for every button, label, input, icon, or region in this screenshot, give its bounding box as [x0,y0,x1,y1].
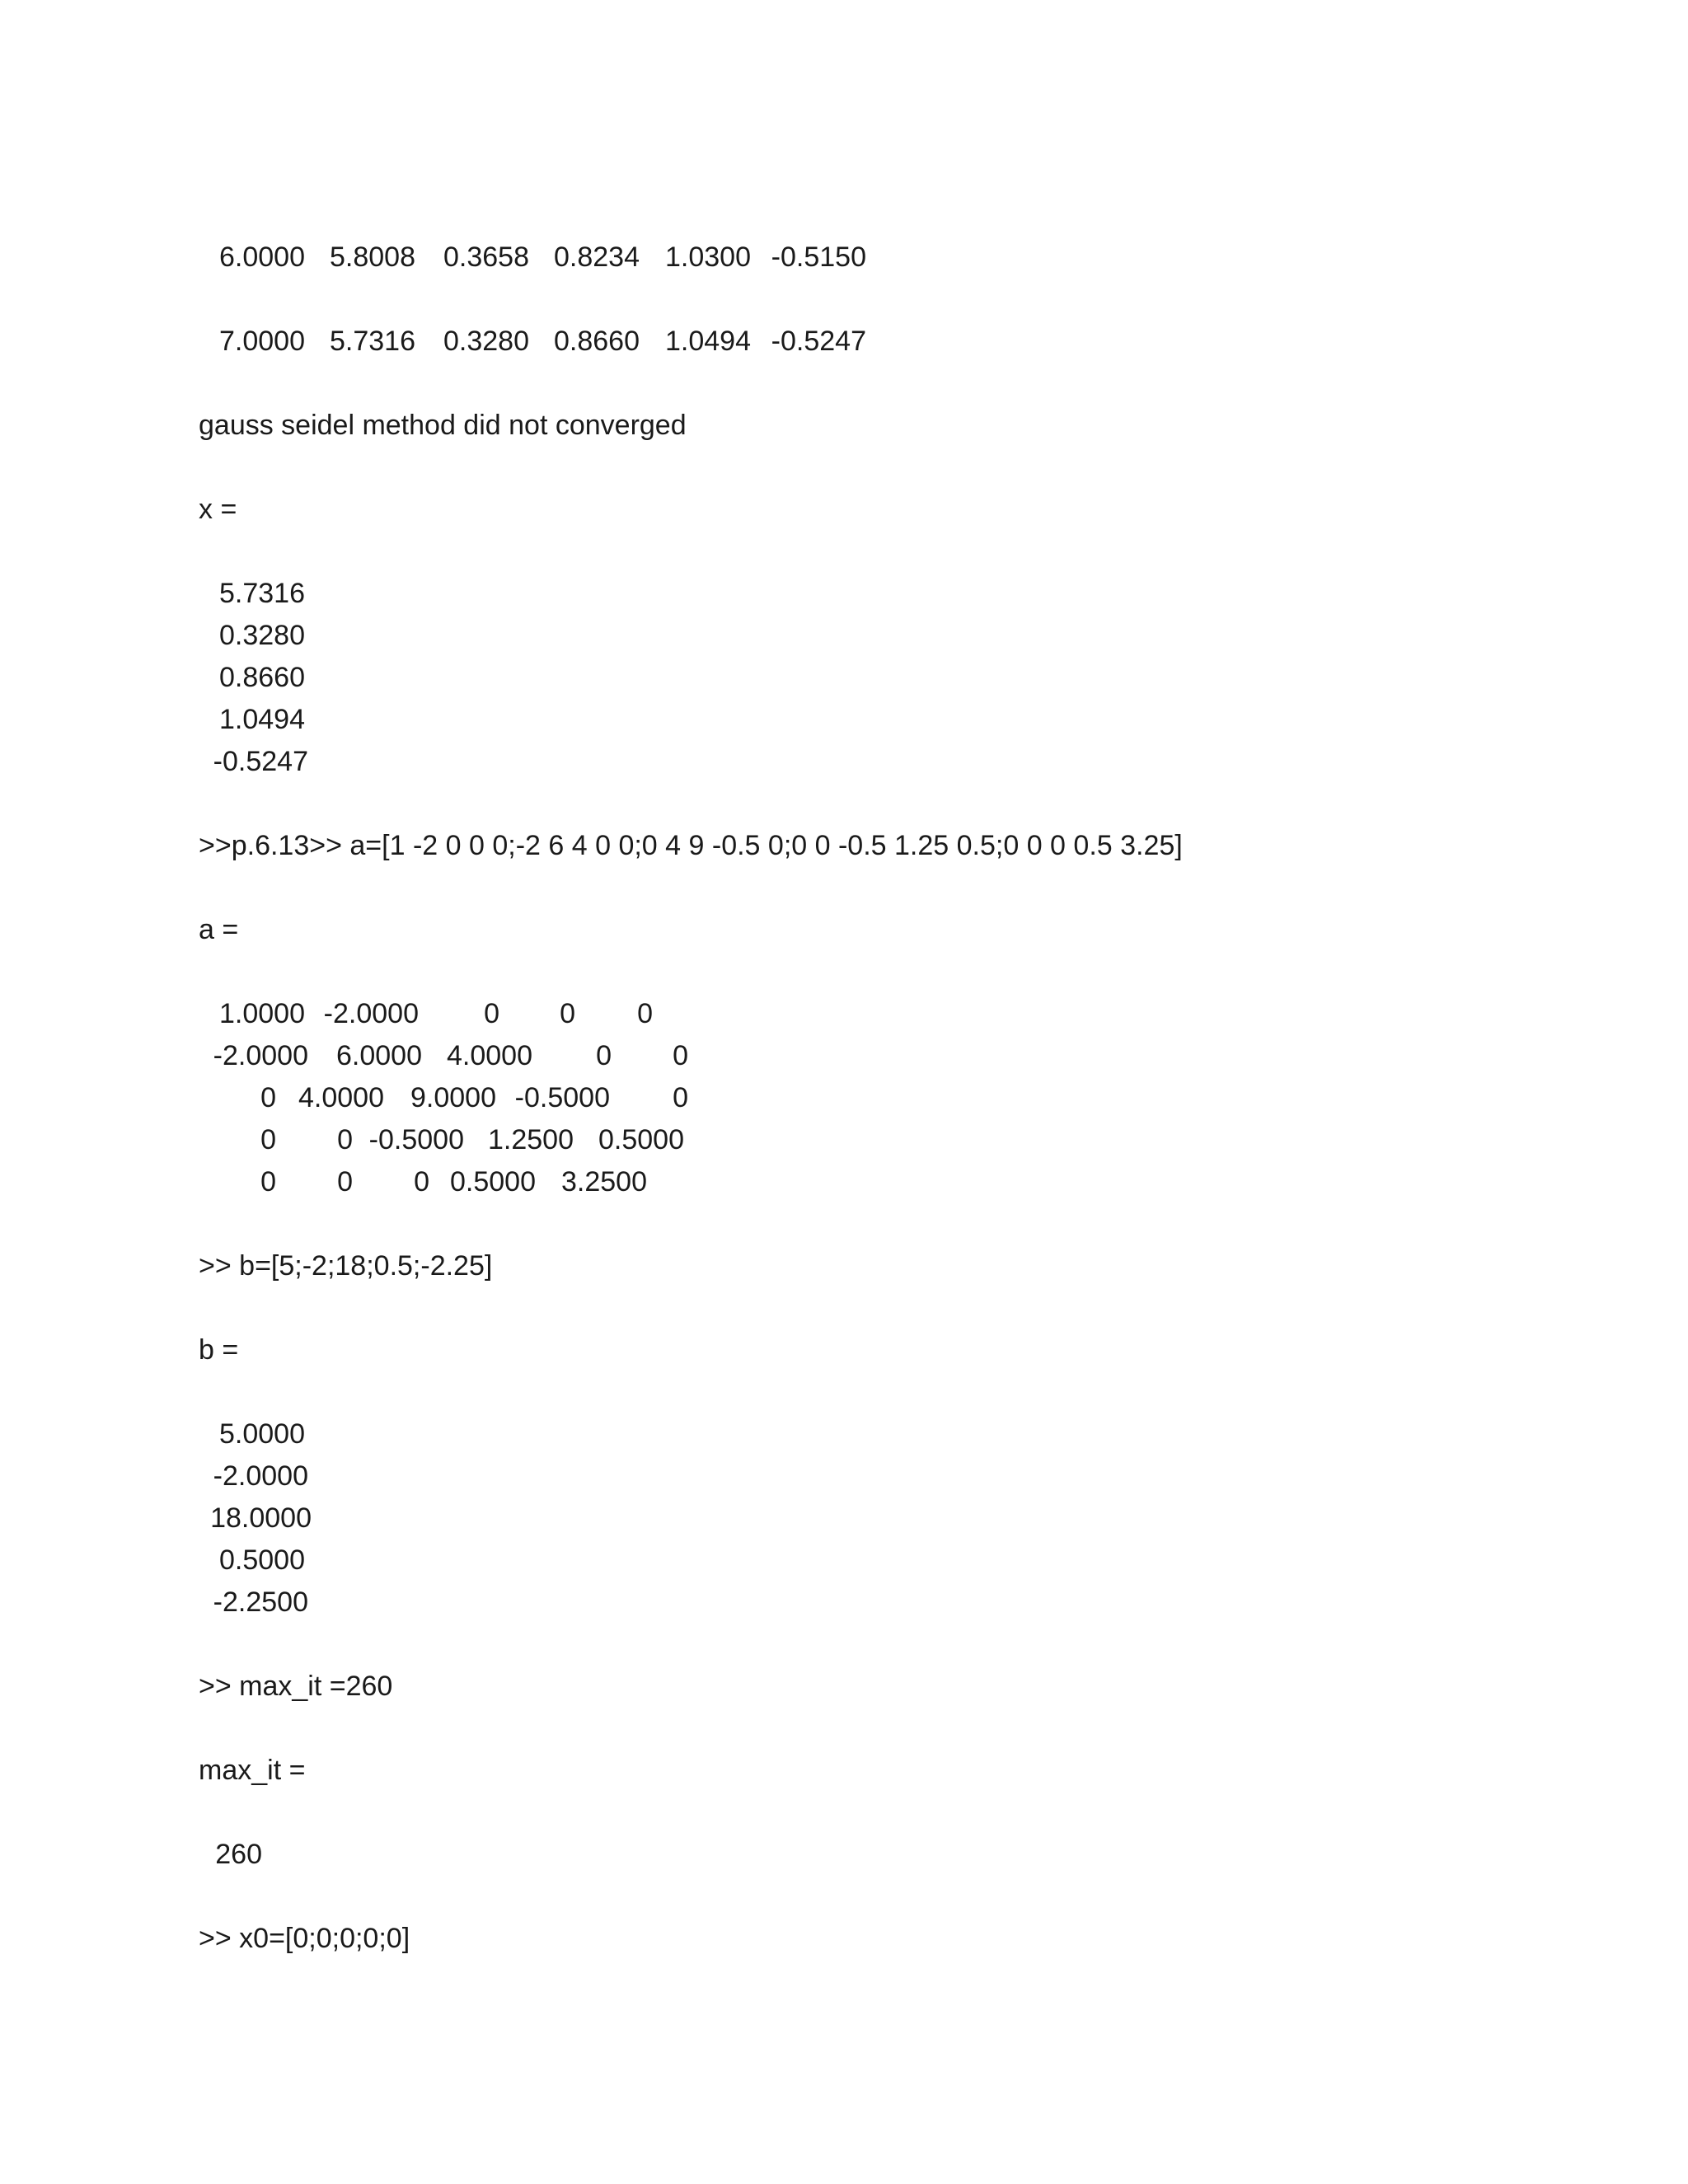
x-value: 1.0494 [219,704,305,735]
x-value: 5.7316 [219,578,305,609]
a-cell: 0.5000 [598,1124,684,1155]
iter-cell: -0.5247 [771,326,866,357]
a-cell: 0 [560,998,575,1029]
x-value-row [0,703,1688,736]
b-value: 0.5000 [219,1544,305,1576]
x-value-row [0,745,1688,778]
a-cell: -2.0000 [323,998,419,1029]
a-cell: 0 [414,1166,429,1197]
a-cell: 6.0000 [336,1040,422,1071]
a-cell: 0 [673,1040,688,1071]
b-value: -2.2500 [213,1586,308,1618]
x-value: 0.3280 [219,620,305,651]
b-value-row [0,1502,1688,1535]
iter-cell: 5.8008 [330,241,415,273]
a-label: a = [199,914,239,945]
b-value-row [0,1586,1688,1619]
a-cell: 3.2500 [561,1166,647,1197]
x-value-row [0,661,1688,694]
a-cell: 4.0000 [447,1040,532,1071]
max-it-value-row [0,1838,1688,1871]
b-label: b = [199,1334,239,1366]
a-cell: 0 [260,1166,276,1197]
b-value-row [0,1460,1688,1493]
b-value-row [0,1544,1688,1577]
a-cell: -0.5000 [368,1124,464,1155]
a-cell: 0 [637,998,653,1029]
iter-cell: 1.0300 [665,241,751,273]
a-matrix-row [0,997,1688,1030]
x-value: -0.5247 [213,746,308,777]
a-cell: 0 [337,1124,353,1155]
a-cell: 0 [596,1040,612,1071]
command-x0: >> x0=[0;0;0;0;0] [199,1923,410,1954]
a-matrix-row [0,1165,1688,1198]
iter-cell: 0.3280 [443,326,529,357]
b-value: 5.0000 [219,1418,305,1450]
iter-cell: -0.5150 [771,241,866,273]
iter-cell: 7.0000 [219,326,305,357]
a-cell: 9.0000 [410,1082,496,1113]
b-value-row [0,1418,1688,1451]
iter-cell: 5.7316 [330,326,415,357]
a-cell: 1.0000 [219,998,305,1029]
iter-cell: 0.3658 [443,241,529,273]
command-a: >>p.6.13>> a=[1 -2 0 0 0;-2 6 4 0 0;0 4 9 -0.5 0;0 0 -0.5 1.25 0.5;0 0 0 0.5 3.25] [199,830,1183,861]
command-b: >> b=[5;-2;18;0.5;-2.25] [199,1250,493,1282]
a-cell: 0 [337,1166,353,1197]
b-value: -2.0000 [213,1460,308,1492]
a-matrix-row [0,1039,1688,1072]
a-cell: 0 [260,1124,276,1155]
a-cell: 0 [260,1082,276,1113]
max-it-value: 260 [215,1839,262,1870]
x-value-row [0,577,1688,610]
a-matrix-row [0,1081,1688,1114]
a-cell: -2.0000 [213,1040,308,1071]
iter-cell: 1.0494 [665,326,751,357]
iteration-row-6 [0,241,1688,274]
a-cell: -0.5000 [514,1082,610,1113]
a-cell: 0 [673,1082,688,1113]
a-matrix-row [0,1123,1688,1156]
b-value: 18.0000 [210,1502,312,1534]
x-value: 0.8660 [219,662,305,693]
a-cell: 1.2500 [488,1124,574,1155]
iter-cell: 0.8234 [554,241,640,273]
x-value-row [0,619,1688,652]
convergence-message: gauss seidel method did not converged [199,410,687,441]
iter-cell: 6.0000 [219,241,305,273]
max-it-label: max_it = [199,1755,306,1786]
iter-cell: 0.8660 [554,326,640,357]
a-cell: 0 [484,998,499,1029]
a-cell: 0.5000 [450,1166,536,1197]
iteration-row-7 [0,325,1688,358]
x-label: x = [199,494,237,525]
a-cell: 4.0000 [298,1082,384,1113]
command-max-it: >> max_it =260 [199,1671,393,1702]
